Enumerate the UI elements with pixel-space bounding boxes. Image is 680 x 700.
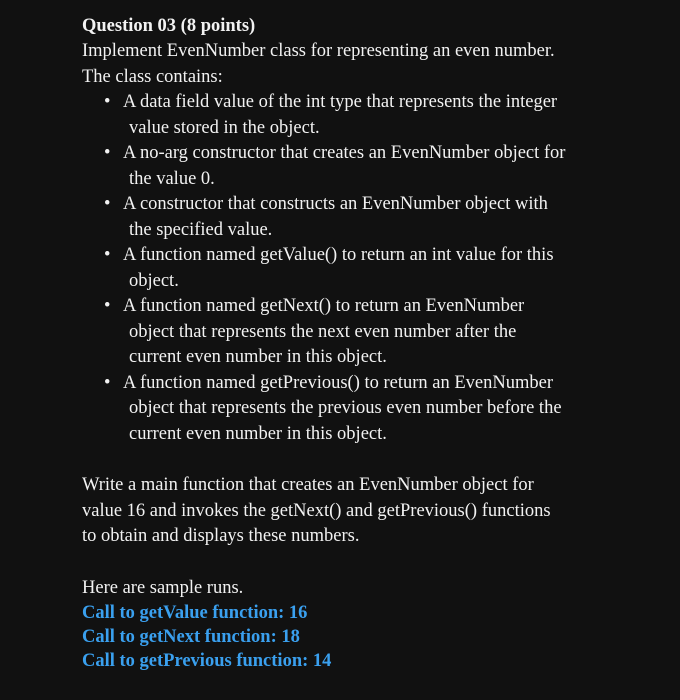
- output-line: Call to getNext function: 18: [82, 627, 300, 647]
- bullet-icon: •: [104, 245, 111, 265]
- intro-line: The class contains:: [82, 66, 223, 87]
- sample-intro: Here are sample runs.: [82, 577, 244, 598]
- list-item: • A constructor that constructs an EvenNumber object with the specified value.: [104, 194, 548, 240]
- bullet-icon: •: [104, 372, 111, 393]
- question-title: Question 03 (8 points): [82, 16, 256, 36]
- bullet-icon: •: [104, 194, 111, 214]
- bullet-icon: •: [104, 143, 111, 163]
- bullet-icon: •: [104, 296, 111, 316]
- intro-line: Implement EvenNumber class for representing an even number.: [82, 41, 555, 61]
- output-line: Call to getPrevious function: 14: [82, 651, 332, 671]
- bullet-icon: •: [104, 92, 111, 112]
- list-item: • A no-arg constructor that creates an EvenNumber object for the value 0.: [104, 143, 566, 189]
- output-line: Call to getValue function: 16: [82, 603, 308, 623]
- list-item: • A data field value of the int type that represents the integer value stored in the object.: [104, 92, 558, 138]
- sample-output: [82, 601, 642, 673]
- main-function-paragraph: Write a main function that creates an EvenNumber object for value 16 and invokes the getNext() and getPrevious() functions to obtain and displays these numbers.: [82, 475, 551, 546]
- list-item: • A function named getPrevious() to return an EvenNumber object that represents the previous even number before the current even number in this object.: [104, 372, 562, 444]
- list-item: • A function named getValue() to return an int value for this object.: [104, 245, 554, 291]
- list-item: • A function named getNext() to return an EvenNumber object that represents the next even number after the current even number in this object.: [104, 296, 525, 367]
- question-document: [82, 14, 642, 673]
- requirements-list: [82, 90, 642, 447]
